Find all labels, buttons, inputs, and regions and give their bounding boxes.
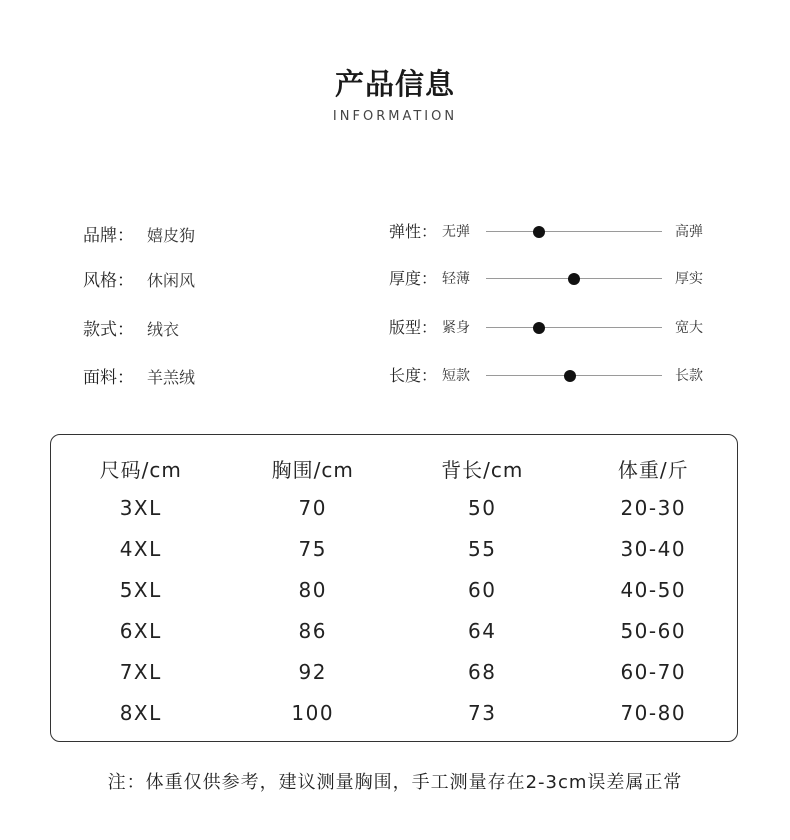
table-cell: 68: [468, 659, 497, 684]
scale-low-label: 紧身: [442, 320, 470, 336]
scale-elasticity: [389, 219, 719, 243]
table-row: [51, 651, 737, 692]
scale-length: [389, 363, 719, 387]
scale-key: 厚度：: [389, 269, 438, 288]
column-header-weight: 体重/斤: [617, 457, 689, 482]
table-cell: 7XL: [119, 659, 162, 684]
table-cell: 50-60: [620, 618, 687, 643]
scale-low-label: 短款: [442, 368, 470, 384]
table-cell: 6XL: [119, 618, 162, 643]
table-row: [51, 692, 737, 733]
info-key: 款式：: [83, 320, 134, 340]
info-value: 休闲风: [147, 271, 196, 290]
table-row: [51, 569, 737, 610]
table-row: [51, 487, 737, 528]
table-cell: 30-40: [620, 536, 687, 561]
scale-key: 长度：: [389, 366, 438, 385]
scale-low-label: 无弹: [442, 224, 470, 240]
table-cell: 40-50: [620, 577, 687, 602]
page-subtitle: INFORMATION: [332, 109, 458, 124]
scale-fit: [389, 315, 719, 339]
table-cell: 20-30: [620, 495, 687, 520]
scale-indicator-dot: [564, 370, 576, 382]
info-key: 风格：: [83, 271, 134, 291]
scale-track: [486, 231, 662, 232]
scale-key: 版型：: [389, 318, 438, 337]
scale-track: [486, 327, 662, 328]
info-value: 嬉皮狗: [147, 226, 196, 245]
table-cell: 60: [468, 577, 497, 602]
column-header-chest: 胸围/cm: [271, 457, 354, 482]
table-cell: 70-80: [620, 700, 687, 725]
table-cell: 92: [298, 659, 327, 684]
scale-track: [486, 278, 662, 279]
table-cell: 73: [468, 700, 497, 725]
info-row-brand: [83, 221, 195, 246]
table-cell: 8XL: [119, 700, 162, 725]
scale-indicator-dot: [568, 273, 580, 285]
scale-indicator-dot: [533, 322, 545, 334]
scale-high-label: 长款: [675, 368, 703, 384]
table-row: [51, 610, 737, 651]
scale-high-label: 高弹: [675, 224, 703, 240]
info-value: 羊羔绒: [147, 368, 196, 387]
info-value: 绒衣: [147, 320, 180, 339]
scale-thickness: [389, 266, 719, 290]
table-cell: 75: [298, 536, 327, 561]
scale-high-label: 厚实: [675, 271, 703, 287]
info-row-fabric: [83, 363, 195, 388]
info-key: 面料：: [83, 368, 134, 388]
size-table: [51, 449, 737, 733]
column-header-size: 尺码/cm: [99, 457, 182, 482]
size-chart-box: [50, 434, 738, 742]
table-cell: 60-70: [620, 659, 687, 684]
info-key: 品牌：: [83, 226, 134, 246]
table-cell: 86: [298, 618, 327, 643]
measurement-note: 注：体重仅供参考，建议测量胸围，手工测量存在2-3cm误差属正常: [107, 772, 683, 793]
table-cell: 50: [468, 495, 497, 520]
table-header-row: [51, 449, 737, 487]
scale-high-label: 宽大: [675, 320, 703, 336]
page-title: 产品信息: [334, 67, 455, 101]
table-row: [51, 528, 737, 569]
table-cell: 100: [291, 700, 335, 725]
table-cell: 70: [298, 495, 327, 520]
table-cell: 4XL: [119, 536, 162, 561]
table-cell: 5XL: [119, 577, 162, 602]
table-cell: 55: [468, 536, 497, 561]
table-cell: 3XL: [119, 495, 162, 520]
scale-low-label: 轻薄: [442, 271, 470, 287]
scale-indicator-dot: [533, 226, 545, 238]
table-cell: 64: [468, 618, 497, 643]
info-row-type: [83, 315, 179, 340]
scale-track: [486, 375, 662, 376]
column-header-back-length: 背长/cm: [441, 457, 524, 482]
scale-key: 弹性：: [389, 222, 438, 241]
table-cell: 80: [298, 577, 327, 602]
info-row-style: [83, 266, 195, 291]
